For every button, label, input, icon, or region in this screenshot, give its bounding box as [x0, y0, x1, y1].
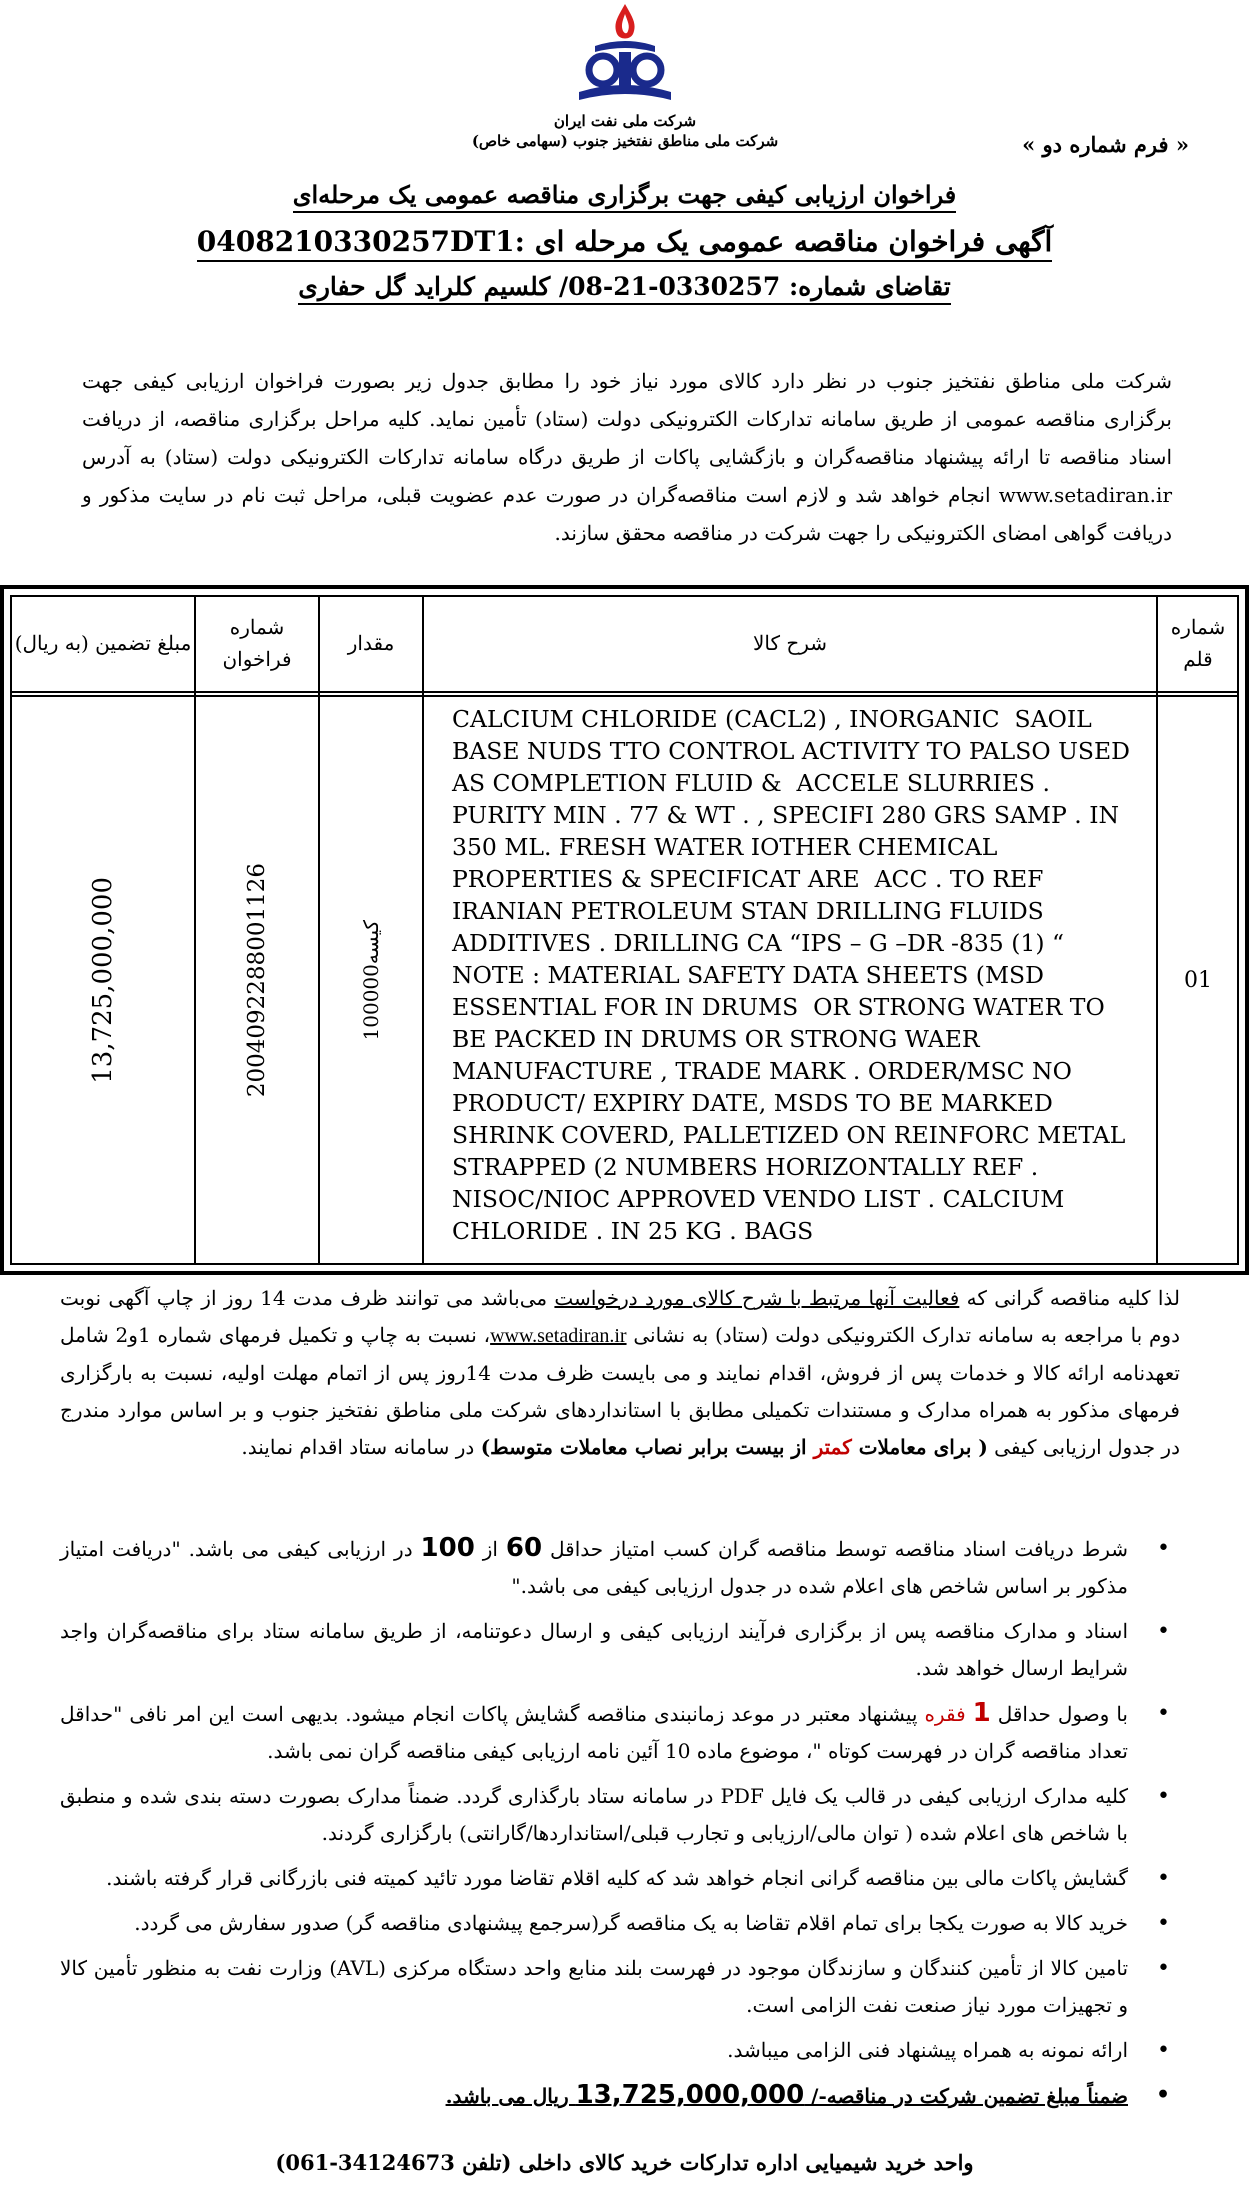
tender-table	[0, 585, 1249, 1275]
nioc-logo-icon	[565, 0, 685, 110]
list-item: • اسناد و مدارک مناقصه پس از برگزاری فرآیند ارزیابی کیفی و ارسال دعوتنامه، از طریق سامانه ستاد برای مناقصه‌گران واجد شرایط ارسال خواهد شد.	[60, 1613, 1180, 1687]
para-bold-text: از بیست برابر نصاب معاملات متوسط)	[480, 1435, 814, 1459]
title-line-2: آگهی فراخوان مناقصه عمومی یک مرحله ای :0408210330257DT1	[0, 225, 1249, 258]
subsidiary-name: شرکت ملی مناطق نفتخیز جنوب (سهامی خاص)	[471, 132, 779, 150]
list-item: • کلیه مدارک ارزیابی کیفی در قالب یک فایل PDF در سامانه ستاد بارگذاری گردد. ضمناً مدارک بصورت دسته بندی شده و منطبق با شاخص های اعلام شده ( توان مالی/ارزیابی و تجارب قبلی/استانداردها/گارانتی) بارگزاری گردند.	[60, 1778, 1180, 1852]
list-item: • با وصول حداقل 1 فقره پیشنهاد معتبر در موعد زمانبندی مناقصه گشایش پاکات انجام میشود. بدیهی است این امر نافی "حداقل تعداد مناقصه گران در فهرست کوتاه "، موضوع ماده 10 آئین نامه ارزیابی کیفی مناقصه گران نمی باشد.	[60, 1695, 1180, 1770]
row-description: CALCIUM CHLORIDE (CACL2) , INORGANIC SAOIL BASE NUDS TTO CONTROL ACTIVITY TO PALSO USED AS COMPLETION FLUID & ACCELE SLURRIES . PURITY MIN . 77 & WT . , SPECIFI 280 GRS SAMP . IN 350 ML. FRESH WATER IOTHER CHEMICAL PROPERTIES & SPECIFICAT ARE ACC . TO REF IRANIAN PETROLEUM STAN DRILLING FLUIDS ADDITIVES . DRILLING CA “IPS – G –DR -835 (1) “ NOTE : MATERIAL SAFETY DATA SHEETS (MSD ESSENTIAL FOR IN DRUMS OR STRONG WATER TO BE PACKED IN DRUMS OR STRONG WAER MANUFACTURE , TRADE MARK . ORDER/MSC NO PRODUCT/ EXPIRY DATE, MSDS TO BE MARKED SHRINK COVERD, PALLETIZED ON REINFORC METAL STRAPPED (2 NUMBERS HORIZONTALLY REF . NISOC/NIOC APPROVED VENDO LIST . CALCIUM CHLORIDE . IN 25 KG . BAGS	[452, 705, 1130, 1245]
header-guarantee: مبلغ تضمین (به ریال)	[14, 631, 192, 655]
para-text: ، نسبت به چاپ و تکمیل فرمهای شماره 1و2 شامل تعهدنامه ارائه کالا و خدمات پس از فروش، اقدام نمایند و می بایست ظرف مدت 14روز پس از اتمام مهلت اولیه، نسبت به بارگزاری فرمهای مذکور به همراه مدارک و مستندات تکمیلی مطابق با استانداردهای شرکت ملی مناطق نفتخیز جنوب و بر اساس موارد مندرج در جدول ارزیابی کیفی	[60, 1323, 1180, 1459]
header-description: شرح کالا	[752, 631, 828, 655]
instructions-paragraph	[60, 1280, 1180, 1466]
conditions-list	[60, 1530, 1180, 2123]
list-item: • گشایش پاکات مالی بین مناقصه گرانی انجام خواهد شد که کلیه اقلام تقاضا مورد تائید کمیته فنی بازرگانی قرار گرفته باشند.	[60, 1860, 1180, 1897]
row-guarantee: 13,725,000,000	[88, 876, 118, 1084]
header-quantity: مقدار	[347, 631, 395, 655]
para-text: می‌باشد می توانند ظرف مدت 14 روز از چاپ آگهی نوبت دوم با مراجعه به سامانه تدارک الکترونیکی دولت (ستاد) به نشانی	[60, 1286, 1180, 1347]
table-row	[1158, 697, 1238, 1263]
list-item: • تامین کالا از تأمین کنندگان و سازندگان موجود در فهرست بلند منابع واحد دستگاه مرکزی (AVL) وزارت نفت به منظور تأمین کالا و تجهیزات مورد نیاز صنعت نفت الزامی است.	[60, 1950, 1180, 2024]
form-number: « فرم شماره دو »	[1022, 132, 1189, 157]
title-line-1: فراخوان ارزیابی کیفی جهت برگزاری مناقصه عمومی یک مرحله‌ای	[0, 180, 1249, 209]
para-text: در سامانه ستاد اقدام نمایند.	[241, 1435, 481, 1459]
para-red-text: کمتر	[813, 1435, 852, 1459]
list-item: • ضمناً مبلغ تضمین شرکت در مناقصه-/ 13,725,000,000 ریال می باشد.	[60, 2077, 1180, 2115]
company-name: شرکت ملی نفت ایران	[553, 112, 697, 130]
header-call-number: شماره فراخوان	[222, 615, 292, 671]
row-call-number-cell	[196, 697, 318, 1263]
setadiran-link[interactable]: www.setadiran.ir	[490, 1325, 627, 1347]
intro-paragraph: شرکت ملی مناطق نفتخیز جنوب در نظر دارد کالای مورد نیاز خود را مطابق جدول زیر بصورت فراخوان ارزیابی کیفی جهت برگزاری مناقصه عمومی از طریق سامانه تدارکات الکترونیکی دولت (ستاد) تأمین نماید. کلیه مراحل برگزاری مناقصه، از دریافت اسناد مناقصه تا ارائه پیشنهاد مناقصه‌گران و بازگشایی پاکات از طریق درگاه سامانه تدارکات الکترونیکی دولت (ستاد) به آدرس www.setadiran.ir انجام خواهد شد و لازم است مناقصه‌گران در صورت عدم عضویت قبلی، مراحل ثبت نام در سایت مذکور و دریافت گواهی امضای الکترونیکی را جهت شرکت در مناقصه محقق سازند.	[82, 369, 1172, 545]
row-item-no: 01	[1184, 967, 1212, 993]
para-text: لذا کلیه مناقصه گرانی که	[959, 1286, 1181, 1310]
list-item: • شرط دریافت اسناد مناقصه توسط مناقصه گران کسب امتیاز حداقل 60 از 100 در ارزیابی کیفی می باشد. "دریافت امتیاز مذکور بر اساس شاخص های اعلام شده در جدول ارزیابی کیفی می باشد."	[60, 1530, 1180, 1605]
row-quantity: 100000کیسه	[359, 919, 383, 1041]
list-item: • خرید کالا به صورت یکجا برای تمام اقلام تقاضا به یک مناقصه گر(سرجمع پیشنهادی مناقصه گر) صدور سفارش می گردد.	[60, 1905, 1180, 1942]
row-guarantee-cell	[12, 697, 194, 1263]
footer-contact: واحد خرید شیمیایی اداره تدارکات خرید کالای داخلی (تلفن 34124673-061)	[275, 2150, 974, 2175]
header-item-no: شماره قلم	[1170, 615, 1226, 671]
row-quantity-cell	[320, 697, 422, 1263]
company-logo-block	[460, 0, 790, 170]
title-line-3: تقاضای شماره: 0330257-21-08/ کلسیم کلراید گل حفاری	[0, 272, 1249, 301]
para-bold-text: ( برای معاملات	[851, 1435, 988, 1459]
para-underlined-text: فعالیت آنها مرتبط با شرح کالای مورد درخواست	[554, 1286, 960, 1310]
row-call-number: 2004092288001126	[244, 862, 270, 1098]
list-item: • ارائه نمونه به همراه پیشنهاد فنی الزامی میباشد.	[60, 2032, 1180, 2069]
